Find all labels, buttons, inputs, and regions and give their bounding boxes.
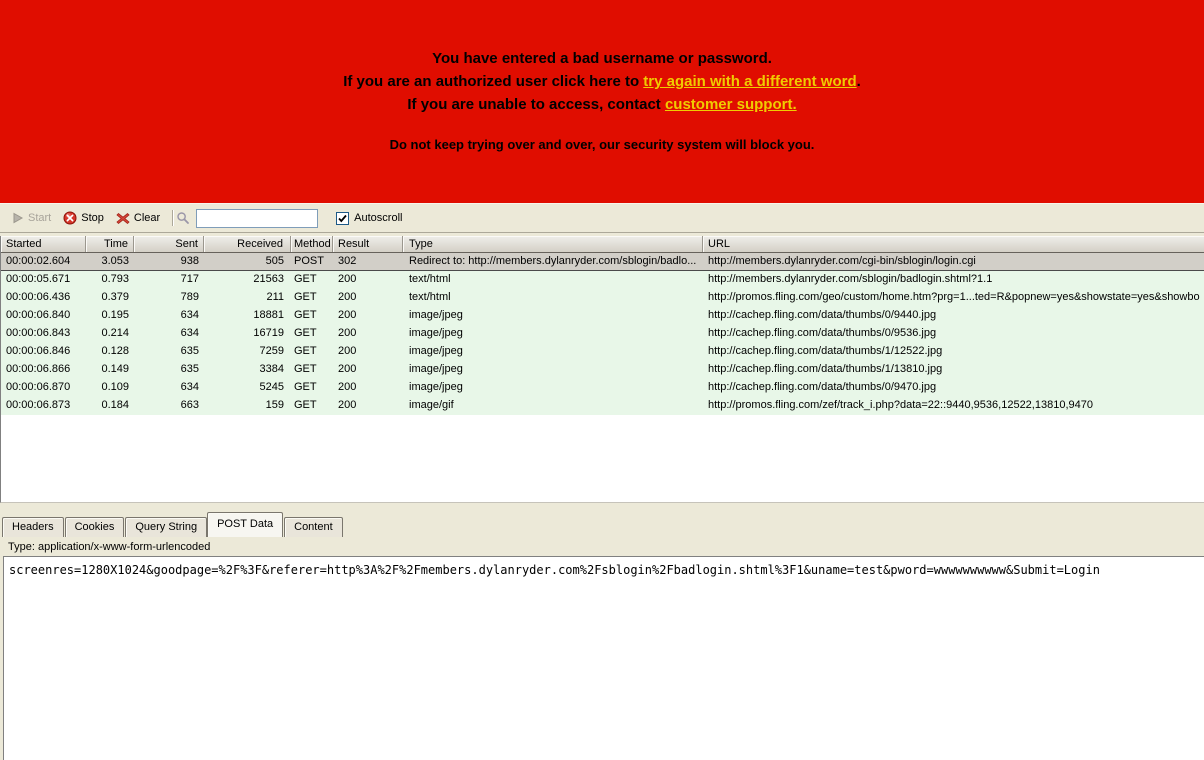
cell-sent: 938 — [180, 255, 199, 267]
cell-started: 00:00:02.604 — [6, 255, 71, 267]
cell-sent: 635 — [180, 345, 199, 357]
cell-result: 200 — [338, 273, 357, 285]
cell-received: 5245 — [259, 381, 284, 393]
cell-type: image/jpeg — [409, 381, 463, 393]
cell-method: GET — [294, 381, 317, 393]
list-tabs-gap — [0, 503, 1204, 511]
column-header-started[interactable]: Started — [1, 236, 86, 252]
cell-result: 200 — [338, 381, 357, 393]
cell-method: GET — [294, 399, 317, 411]
table-row[interactable] — [1, 325, 1204, 343]
cell-url: http://members.dylanryder.com/sblogin/badlogin.shtml?1.1 — [708, 273, 993, 285]
cell-url: http://cachep.fling.com/data/thumbs/1/13810.jpg — [708, 363, 943, 375]
cell-received: 211 — [266, 291, 284, 303]
cell-started: 00:00:06.846 — [6, 345, 71, 357]
cell-received: 7259 — [259, 345, 284, 357]
table-row[interactable] — [1, 307, 1204, 325]
cell-received: 505 — [265, 255, 284, 267]
cell-method: GET — [294, 345, 317, 357]
cell-time: 0.184 — [101, 399, 129, 411]
cell-method: GET — [294, 363, 317, 375]
cell-started: 00:00:06.436 — [6, 291, 71, 303]
cell-received: 21563 — [253, 273, 284, 285]
cell-type: image/gif — [409, 399, 454, 411]
cell-url: http://members.dylanryder.com/cgi-bin/sblogin/login.cgi — [708, 255, 976, 267]
cell-url: http://cachep.fling.com/data/thumbs/0/9440.jpg — [708, 309, 937, 321]
clear-icon — [116, 212, 130, 225]
sniffer-toolbar — [0, 203, 1204, 233]
cell-result: 200 — [338, 309, 357, 321]
play-icon — [12, 212, 24, 224]
search-input[interactable] — [196, 209, 318, 228]
autoscroll-label: Autoscroll — [354, 212, 403, 224]
column-header-received[interactable]: Received — [204, 236, 291, 252]
request-table-body — [1, 253, 1204, 415]
cell-method: POST — [294, 255, 324, 267]
cell-time: 0.195 — [101, 309, 129, 321]
error-banner — [0, 0, 1204, 203]
banner-line-2 — [0, 70, 1204, 93]
request-table-header — [1, 236, 1204, 253]
try-again-link[interactable]: try again with a different word — [643, 73, 857, 90]
cell-received: 3384 — [259, 363, 284, 375]
banner-line-4: Do not keep trying over and over, our security system will block you. — [389, 137, 815, 152]
cell-method: GET — [294, 291, 317, 303]
table-row[interactable] — [1, 343, 1204, 361]
stop-button[interactable] — [57, 209, 110, 227]
cell-result: 302 — [338, 255, 357, 267]
post-data-content: screenres=1280X1024&goodpage=%2F%3F&referer=http%3A%2F%2Fmembers.dylanryder.com%2Fsblogin%2Fbadlogin.shtml%3F1&uname=test&pword=wwwwwwwwww&Submit=Login — [9, 563, 1100, 577]
cell-url: http://promos.fling.com/zef/track_i.php?data=22::9440,9536,12522,13810,9470 — [708, 399, 1093, 411]
table-row[interactable] — [1, 271, 1204, 289]
cell-sent: 635 — [180, 363, 199, 375]
start-button-label: Start — [28, 212, 52, 224]
tab-cookies[interactable]: Cookies — [65, 517, 125, 537]
table-row[interactable] — [1, 253, 1204, 271]
cell-result: 200 — [338, 363, 357, 375]
cell-type: image/jpeg — [409, 327, 463, 339]
cell-type: image/jpeg — [409, 345, 463, 357]
clear-button[interactable] — [110, 210, 166, 227]
cell-result: 200 — [338, 345, 357, 357]
cell-started: 00:00:06.866 — [6, 363, 71, 375]
banner-line-2-text: If you are an authorized user click here to — [343, 73, 644, 90]
cell-sent: 717 — [180, 273, 199, 285]
cell-time: 0.214 — [101, 327, 129, 339]
cell-time: 0.149 — [101, 363, 129, 375]
stop-icon — [63, 211, 77, 225]
cell-time: 0.379 — [101, 291, 129, 303]
cell-type: image/jpeg — [409, 309, 463, 321]
cell-sent: 634 — [180, 309, 199, 321]
banner-line-3 — [0, 93, 1204, 116]
cell-sent: 634 — [180, 327, 199, 339]
table-row[interactable] — [1, 361, 1204, 379]
column-header-url[interactable]: URL — [703, 236, 1204, 252]
cell-method: GET — [294, 309, 317, 321]
cell-time: 0.109 — [101, 381, 129, 393]
cell-url: http://promos.fling.com/geo/custom/home.htm?prg=1...ted=R&popnew=yes&showstate=yes&showbo — [708, 291, 1200, 303]
customer-support-link[interactable]: customer support. — [664, 96, 797, 113]
table-row[interactable] — [1, 379, 1204, 397]
post-data-box[interactable] — [3, 556, 1204, 760]
banner-line-2-period: . — [856, 73, 861, 90]
cell-started: 00:00:06.840 — [6, 309, 71, 321]
request-list — [0, 236, 1204, 503]
cell-type: Redirect to: http://members.dylanryder.com/sblogin/badlo... — [409, 255, 697, 267]
column-header-method[interactable]: Method — [291, 236, 333, 252]
column-header-sent[interactable]: Sent — [134, 236, 204, 252]
cell-url: http://cachep.fling.com/data/thumbs/1/12522.jpg — [708, 345, 943, 357]
cell-time: 0.793 — [101, 273, 129, 285]
stop-button-label: Stop — [81, 212, 104, 224]
cell-time: 0.128 — [101, 345, 129, 357]
tab-post-data[interactable]: POST Data — [207, 512, 283, 537]
cell-started: 00:00:06.870 — [6, 381, 71, 393]
table-row[interactable] — [1, 397, 1204, 415]
cell-sent: 663 — [180, 399, 199, 411]
cell-time: 3.053 — [101, 255, 129, 267]
cell-received: 16719 — [253, 327, 284, 339]
column-header-time[interactable]: Time — [86, 236, 134, 252]
autoscroll-toggle[interactable] — [336, 212, 402, 225]
cell-type: text/html — [409, 291, 451, 303]
cell-received: 159 — [265, 399, 284, 411]
cell-result: 200 — [338, 291, 357, 303]
cell-url: http://cachep.fling.com/data/thumbs/0/9536.jpg — [708, 327, 937, 339]
table-row[interactable] — [1, 289, 1204, 307]
cell-started: 00:00:05.671 — [6, 273, 71, 285]
autoscroll-checkbox[interactable] — [336, 212, 349, 225]
clear-button-label: Clear — [133, 212, 161, 224]
detail-tabbar — [0, 511, 1204, 537]
start-button[interactable] — [6, 210, 57, 226]
cell-sent: 634 — [180, 381, 199, 393]
cell-sent: 789 — [180, 291, 199, 303]
cell-started: 00:00:06.843 — [6, 327, 71, 339]
column-header-result[interactable]: Result — [333, 236, 403, 252]
cell-received: 18881 — [253, 309, 284, 321]
content-type-label: Type: application/x-www-form-urlencoded — [8, 541, 211, 553]
list-empty-area — [1, 415, 1204, 502]
cell-result: 200 — [338, 327, 357, 339]
search-icon — [176, 211, 190, 225]
cell-type: text/html — [409, 273, 451, 285]
banner-line-3-text: If you are unable to access, contact — [407, 96, 665, 113]
tab-content[interactable]: Content — [284, 517, 343, 537]
cell-result: 200 — [338, 399, 357, 411]
cell-method: GET — [294, 273, 317, 285]
tab-headers[interactable]: Headers — [2, 517, 64, 537]
cell-url: http://cachep.fling.com/data/thumbs/0/9470.jpg — [708, 381, 937, 393]
cell-type: image/jpeg — [409, 363, 463, 375]
banner-line-1: You have entered a bad username or password. — [432, 50, 772, 67]
column-header-type[interactable]: Type — [403, 236, 703, 252]
cell-method: GET — [294, 327, 317, 339]
cell-started: 00:00:06.873 — [6, 399, 71, 411]
tab-query-string[interactable]: Query String — [125, 517, 207, 537]
toolbar-separator — [172, 210, 173, 226]
